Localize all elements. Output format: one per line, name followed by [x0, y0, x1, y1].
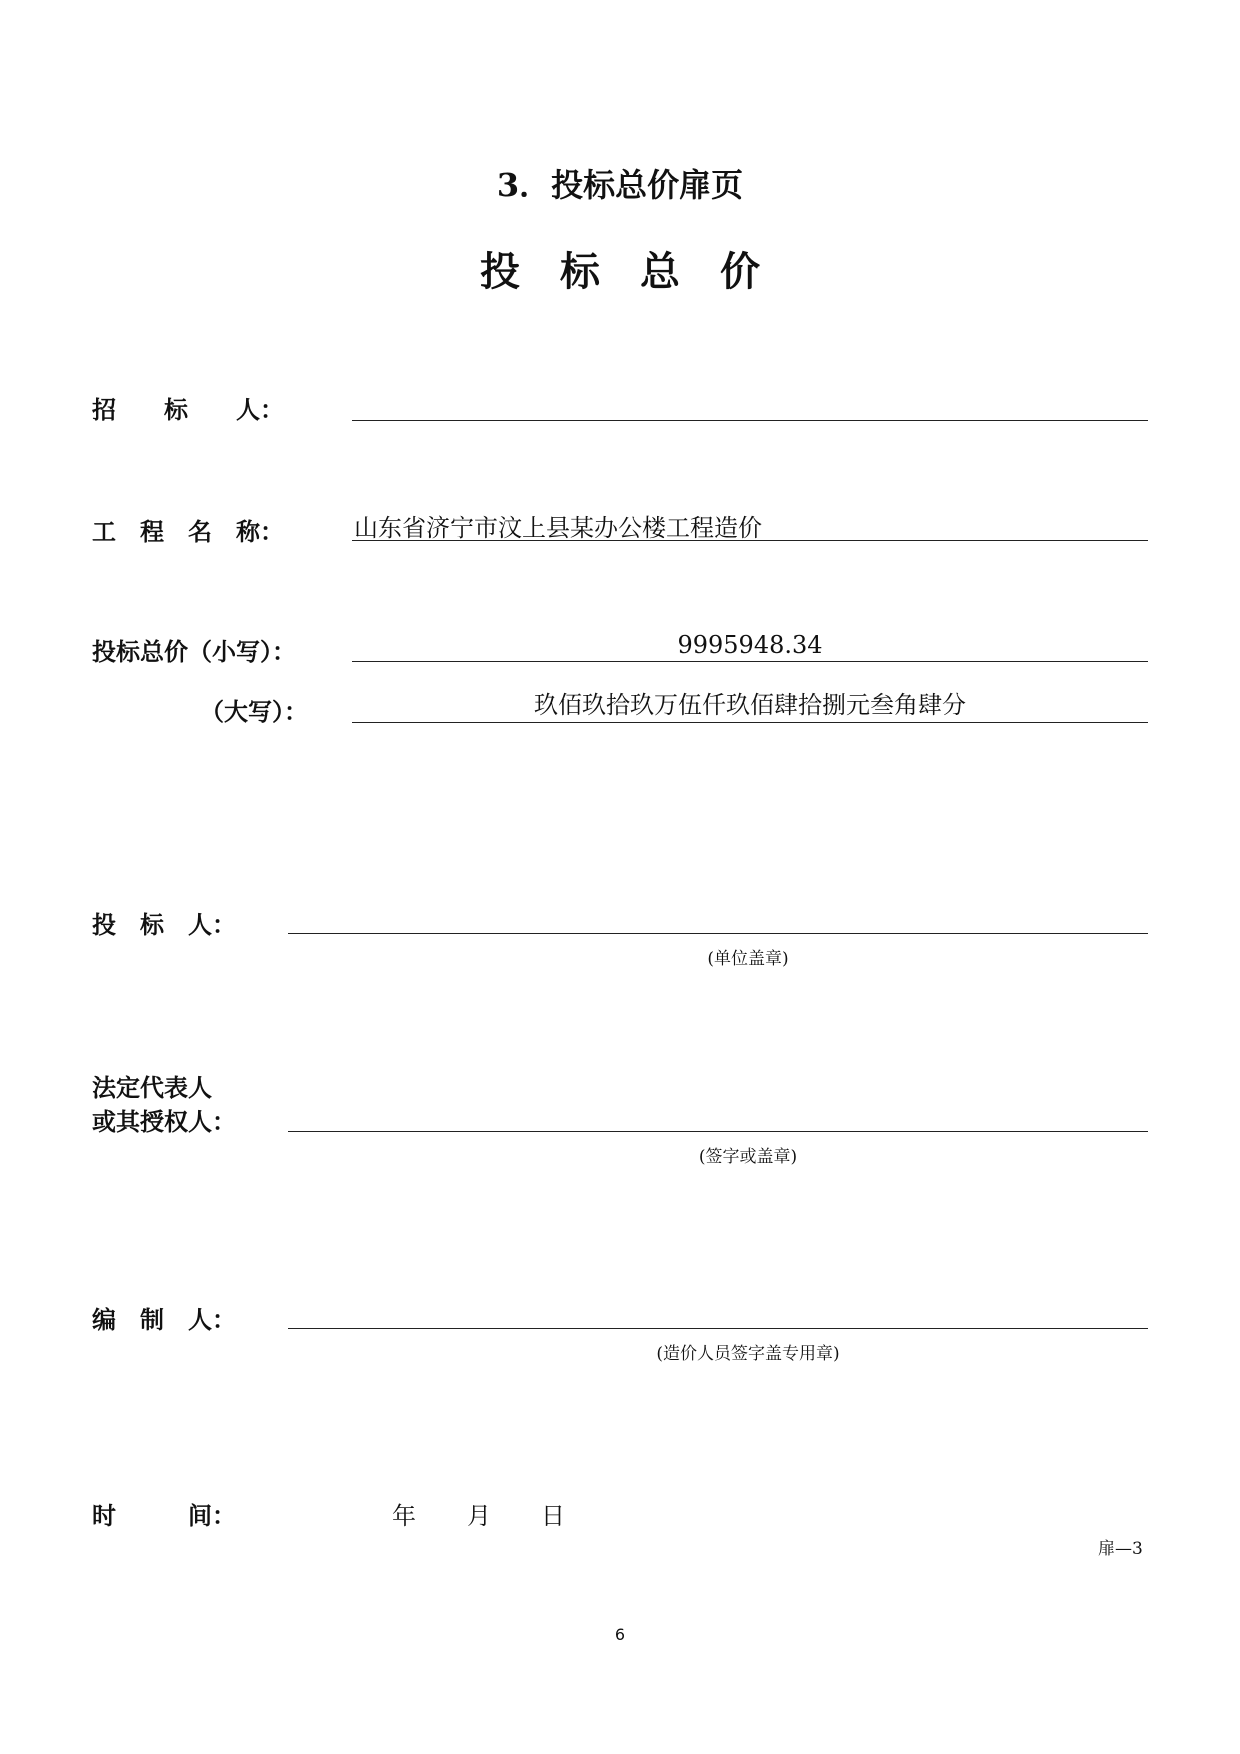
bidder-note: (单位盖章): [707, 949, 789, 969]
bidder-field[interactable]: [288, 900, 1148, 934]
project-name-field[interactable]: [352, 506, 1148, 541]
compiler-label: 编 制 人：: [92, 1306, 236, 1334]
price-uppercase-field[interactable]: [352, 688, 1148, 723]
tenderer-field[interactable]: [352, 388, 1148, 421]
price-lowercase-value: 9995948.34: [677, 631, 823, 659]
price-uppercase-value: 玖佰玖拾玖万伍仟玖佰肆拾捌元叁角肆分: [534, 691, 966, 719]
form-code: 扉—3: [1098, 1539, 1143, 1559]
project-name-value: 山东省济宁市汶上县某办公楼工程造价: [354, 514, 762, 542]
price-uppercase-label: （大写）：: [200, 698, 308, 726]
legal-rep-field[interactable]: [288, 1098, 1148, 1132]
legal-rep-label-line2: 或其授权人：: [92, 1108, 236, 1136]
legal-rep-label-line1: 法定代表人: [92, 1074, 212, 1102]
page-number: 6: [614, 1625, 626, 1644]
project-name-label: 工 程 名 称：: [92, 518, 284, 546]
date-day: 日: [541, 1502, 565, 1530]
compiler-field[interactable]: [288, 1295, 1148, 1329]
legal-rep-note: (签字或盖章): [698, 1147, 798, 1167]
compiler-note: (造价人员签字盖专用章): [656, 1344, 840, 1364]
document-title: 投标总价: [480, 248, 800, 295]
section-title: 3．投标总价扉页: [496, 166, 744, 204]
tenderer-label: 招 标 人：: [92, 396, 284, 424]
date-month: 月: [467, 1502, 491, 1530]
bidder-label: 投 标 人：: [92, 911, 236, 939]
date-year: 年: [392, 1502, 416, 1530]
price-lowercase-field[interactable]: [352, 628, 1148, 662]
time-label: 时 间：: [92, 1502, 236, 1530]
price-lowercase-label: 投标总价（小写）：: [92, 638, 296, 666]
